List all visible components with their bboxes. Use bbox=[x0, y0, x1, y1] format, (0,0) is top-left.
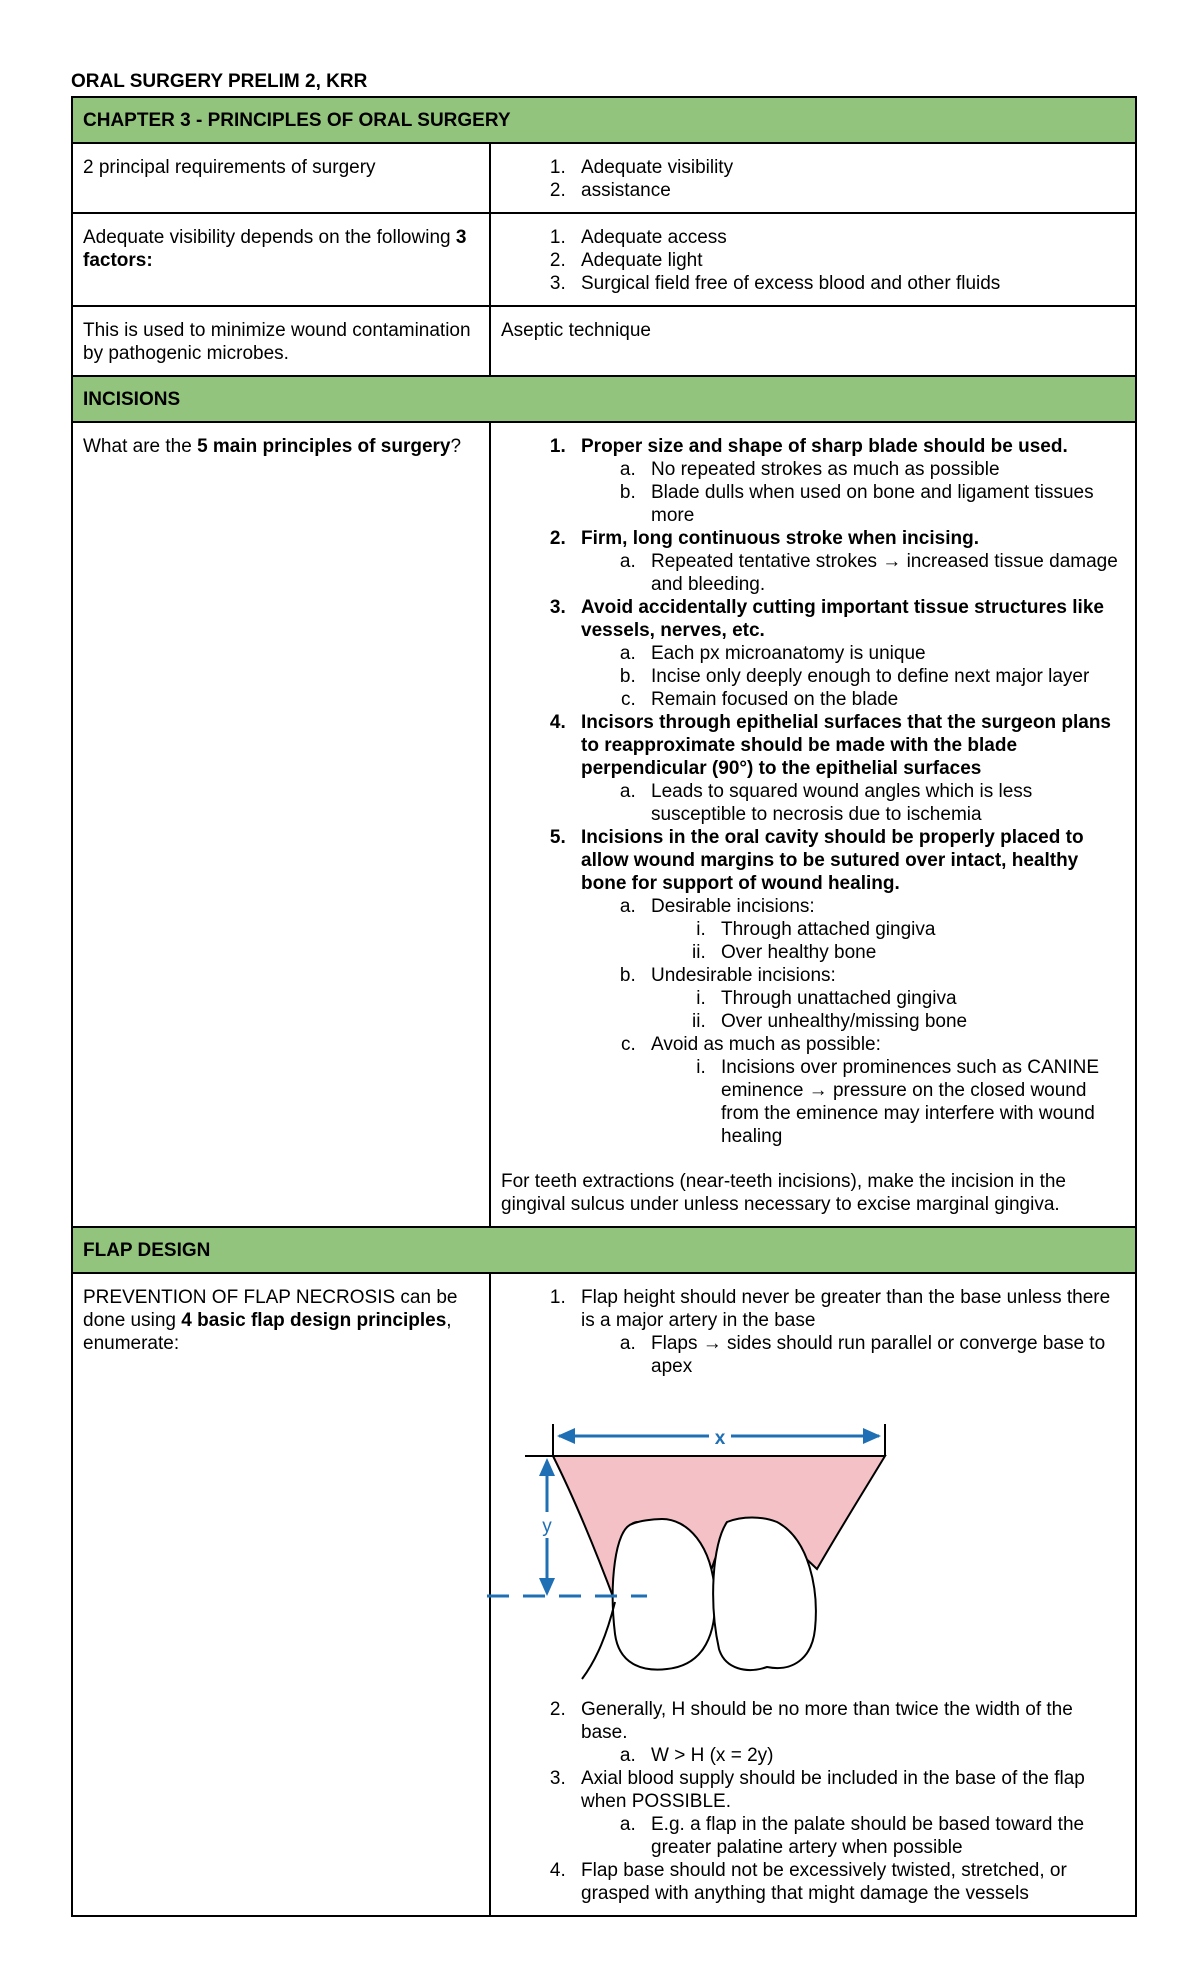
sub-list bbox=[581, 642, 1123, 711]
principle-item bbox=[571, 1286, 1123, 1378]
list-item: a. E.g. a flap in the palate should be based toward the greater palatine artery when possible bbox=[641, 1813, 1123, 1859]
answer-cell: Aseptic technique bbox=[490, 306, 1136, 376]
sub-list bbox=[581, 1744, 1123, 1767]
list-item: ii. Over unhealthy/missing bone bbox=[711, 1010, 1123, 1033]
sub-sub-list bbox=[651, 1056, 1123, 1148]
question-cell bbox=[72, 213, 490, 306]
sub-list bbox=[581, 1332, 1123, 1378]
answer-cell bbox=[490, 1273, 1136, 1916]
principle-title: Incisors through epithelial surfaces that the surgeon plans to reapproximate should be made with the blade perpendicular (90°) to the epithelial surfaces bbox=[581, 712, 1111, 779]
question-text: PREVENTION OF FLAP NECROSIS can be done using bbox=[83, 1287, 458, 1331]
tooth-left bbox=[613, 1519, 715, 1670]
list-item bbox=[641, 1033, 1123, 1148]
principle-title: Flap height should never be greater than the base unless there is a major artery in the base bbox=[581, 1287, 1111, 1331]
flap-header-row bbox=[72, 1227, 1136, 1273]
answer-cell bbox=[490, 213, 1136, 306]
principle-title: Incisions in the oral cavity should be properly placed to allow wound margins to be sutured over intact, healthy bone for support of wound healing. bbox=[581, 827, 1084, 894]
gingiva-line bbox=[582, 1602, 615, 1679]
principle-title: Axial blood supply should be included in the base of the flap when POSSIBLE. bbox=[581, 1768, 1085, 1812]
extraction-note: For teeth extractions (near-teeth incisions), make the incision in the gingival sulcus under unless necessary to excise marginal gingiva. bbox=[501, 1171, 1066, 1215]
principle-item bbox=[571, 1698, 1123, 1767]
answer-list bbox=[501, 226, 1123, 295]
principle-title: Firm, long continuous stroke when incising. bbox=[581, 528, 979, 549]
question-cell bbox=[72, 1273, 490, 1916]
flap-diagram bbox=[487, 1404, 1127, 1684]
list-item: i. Incisions over prominences such as CANINE eminence → pressure on the closed wound from the eminence may interfere with wound healing bbox=[711, 1056, 1123, 1148]
table-row bbox=[72, 143, 1136, 213]
question-emphasis: 5 main principles of surgery bbox=[197, 436, 451, 457]
sub-sub-list bbox=[651, 918, 1123, 964]
sub-list bbox=[581, 458, 1123, 527]
x-arrow-right-head bbox=[863, 1428, 881, 1444]
question-text: What are the bbox=[83, 436, 198, 457]
flap-design-header: FLAP DESIGN bbox=[72, 1227, 1136, 1273]
list-item: i. Through attached gingiva bbox=[711, 918, 1123, 941]
list-item: 1. Adequate access bbox=[571, 226, 1123, 249]
list-item: 1. Adequate visibility bbox=[571, 156, 1123, 179]
sub-list bbox=[581, 1813, 1123, 1859]
x-arrow-left-head bbox=[557, 1428, 575, 1444]
principle-title: Avoid accidentally cutting important tissue structures like vessels, nerves, etc. bbox=[581, 597, 1104, 641]
sub-list bbox=[581, 780, 1123, 826]
principle-item bbox=[571, 527, 1123, 596]
list-item: ii. Over healthy bone bbox=[711, 941, 1123, 964]
list-item: 2. Adequate light bbox=[571, 249, 1123, 272]
flap-principles-list-continued bbox=[501, 1698, 1123, 1905]
list-item bbox=[641, 964, 1123, 1033]
sub-list bbox=[581, 895, 1123, 1148]
answer-cell bbox=[490, 143, 1136, 213]
list-item: a. Each px microanatomy is unique bbox=[641, 642, 1123, 665]
list-item: b. Incise only deeply enough to define next major layer bbox=[641, 665, 1123, 688]
question-text: ? bbox=[450, 436, 462, 457]
sub-label: Desirable incisions: bbox=[651, 896, 815, 917]
incisions-header-row bbox=[72, 376, 1136, 422]
principle-title: Generally, H should be no more than twice the width of the base. bbox=[581, 1699, 1073, 1743]
question-emphasis: 3 factors: bbox=[83, 227, 467, 271]
sub-label: Avoid as much as possible: bbox=[651, 1034, 881, 1055]
x-label: x bbox=[714, 1428, 726, 1449]
answer-list bbox=[501, 156, 1123, 202]
question-text: , enumerate: bbox=[83, 1310, 452, 1354]
y-arrow-bottom-head bbox=[539, 1578, 555, 1596]
sub-list bbox=[581, 550, 1123, 596]
sub-label: Undesirable incisions: bbox=[651, 965, 836, 986]
list-item: a. Flaps → sides should run parallel or converge base to apex bbox=[641, 1332, 1123, 1378]
question-cell: This is used to minimize wound contamination by pathogenic microbes. bbox=[72, 306, 490, 376]
principle-item bbox=[571, 435, 1123, 527]
principle-title: Proper size and shape of sharp blade should be used. bbox=[581, 436, 1068, 457]
document-title: ORAL SURGERY PRELIM 2, KRR bbox=[71, 71, 368, 92]
incisions-header: INCISIONS bbox=[72, 376, 1136, 422]
list-item: a. W > H (x = 2y) bbox=[641, 1744, 1123, 1767]
list-item: a. Leads to squared wound angles which is less susceptible to necrosis due to ischemia bbox=[641, 780, 1123, 826]
list-item: i. Through unattached gingiva bbox=[711, 987, 1123, 1010]
question-cell: 2 principal requirements of surgery bbox=[72, 143, 490, 213]
table-row bbox=[72, 306, 1136, 376]
y-arrow-top-head bbox=[539, 1458, 555, 1476]
notes-table bbox=[71, 96, 1137, 1917]
list-item: 3. Surgical field free of excess blood and other fluids bbox=[571, 272, 1123, 295]
table-row bbox=[72, 213, 1136, 306]
list-item: b. Blade dulls when used on bone and ligament tissues more bbox=[641, 481, 1123, 527]
list-item: a. Repeated tentative strokes → increased tissue damage and bleeding. bbox=[641, 550, 1123, 596]
sub-sub-list bbox=[651, 987, 1123, 1033]
principle-item: 4. Flap base should not be excessively twisted, stretched, or grasped with anything that might damage the vessels bbox=[571, 1859, 1123, 1905]
table-row bbox=[72, 422, 1136, 1227]
principle-item bbox=[571, 596, 1123, 711]
list-item: a. No repeated strokes as much as possible bbox=[641, 458, 1123, 481]
principle-item bbox=[571, 711, 1123, 826]
list-item bbox=[641, 895, 1123, 964]
list-item: 2. assistance bbox=[571, 179, 1123, 202]
list-item: c. Remain focused on the blade bbox=[641, 688, 1123, 711]
flap-principles-list bbox=[501, 1286, 1123, 1378]
answer-cell bbox=[490, 422, 1136, 1227]
chapter-header-row bbox=[72, 97, 1136, 143]
y-label: y bbox=[542, 1516, 552, 1537]
question-text: Adequate visibility depends on the following bbox=[83, 227, 456, 248]
table-row bbox=[72, 1273, 1136, 1916]
principle-item bbox=[571, 826, 1123, 1148]
principles-list bbox=[501, 435, 1123, 1148]
chapter-header: CHAPTER 3 - PRINCIPLES OF ORAL SURGERY bbox=[72, 97, 1136, 143]
question-emphasis: 4 basic flap design principles bbox=[181, 1310, 447, 1331]
principle-item bbox=[571, 1767, 1123, 1859]
question-cell bbox=[72, 422, 490, 1227]
